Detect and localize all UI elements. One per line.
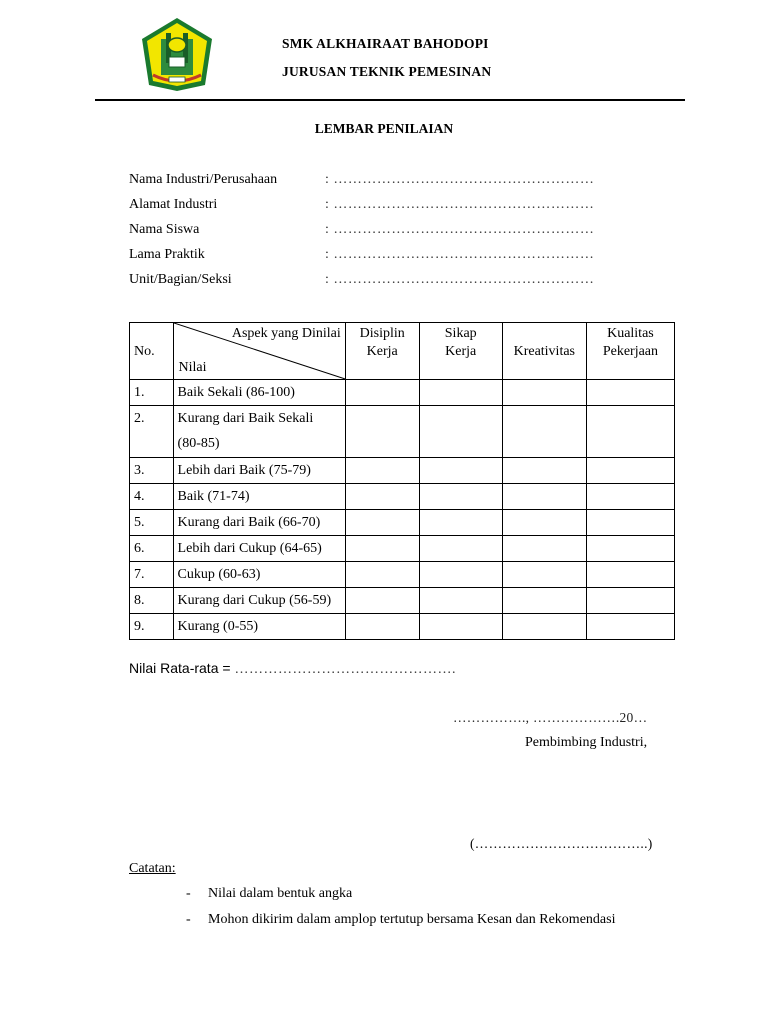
score-cell[interactable] [586, 588, 674, 614]
header-quality-line2: Pekerjaan [602, 344, 659, 359]
field-value-address[interactable]: : ……………………………………………… [325, 197, 595, 212]
field-label-student: Nama Siswa [129, 222, 200, 237]
table-row [130, 484, 675, 510]
average-value[interactable]: ………………………………………. [234, 662, 456, 677]
field-value-unit[interactable]: : ……………………………………………… [325, 272, 595, 287]
signature-line[interactable]: (………………………………..) [470, 836, 653, 851]
score-cell[interactable] [345, 562, 419, 588]
field-label-unit: Unit/Bagian/Seksi [129, 272, 232, 287]
score-cell[interactable] [586, 484, 674, 510]
score-cell[interactable] [419, 458, 502, 484]
header-attitude-line2: Kerja [445, 344, 477, 359]
row-label: Cukup (60-63) [173, 562, 345, 588]
table-row [130, 588, 675, 614]
row-no: 4. [130, 484, 174, 510]
header-discipline [345, 323, 419, 380]
row-no: 1. [130, 380, 174, 406]
score-cell[interactable] [345, 458, 419, 484]
row-label: Lebih dari Baik (75-79) [173, 458, 345, 484]
score-cell[interactable] [419, 406, 502, 458]
score-cell[interactable] [419, 588, 502, 614]
score-cell[interactable] [586, 614, 674, 640]
table-row [130, 536, 675, 562]
row-no: 6. [130, 536, 174, 562]
header-quality [586, 323, 674, 380]
score-cell[interactable] [345, 588, 419, 614]
score-cell[interactable] [345, 510, 419, 536]
table-row [130, 406, 675, 458]
table-row [130, 562, 675, 588]
table-row [130, 380, 675, 406]
school-crest-icon [139, 15, 215, 93]
score-cell[interactable] [502, 536, 586, 562]
field-label-duration: Lama Praktik [129, 247, 205, 262]
header-diagonal-cell [173, 323, 345, 380]
score-cell[interactable] [419, 536, 502, 562]
score-cell[interactable] [502, 484, 586, 510]
row-no: 2. [130, 406, 174, 458]
note-bullet: - [186, 886, 191, 901]
row-label: Kurang (0-55) [173, 614, 345, 640]
score-cell[interactable] [502, 614, 586, 640]
header-creativity: Kreativitas [502, 323, 586, 380]
assessment-table [129, 322, 675, 640]
school-name: SMK ALKHAIRAAT BAHODOPI [282, 36, 489, 51]
department-name: JURUSAN TEKNIK PEMESINAN [282, 64, 492, 79]
header-no: No. [130, 323, 174, 380]
score-cell[interactable] [502, 406, 586, 458]
supervisor-label: Pembimbing Industri, [525, 735, 648, 750]
table-row [130, 510, 675, 536]
field-value-industry[interactable]: : ……………………………………………… [325, 172, 595, 187]
note-bullet: - [186, 912, 191, 927]
header-discipline-line1: Disiplin [359, 326, 405, 341]
score-cell[interactable] [502, 380, 586, 406]
header-attitude [419, 323, 502, 380]
row-label: Lebih dari Cukup (64-65) [173, 536, 345, 562]
header-quality-line1: Kualitas [607, 326, 654, 341]
header-divider [95, 99, 685, 101]
score-cell[interactable] [502, 458, 586, 484]
header-discipline-line2: Kerja [366, 344, 398, 359]
date-line[interactable]: ……………., ……………….20… [453, 710, 648, 725]
note-item: Nilai dalam bentuk angka [208, 886, 353, 901]
score-cell[interactable] [586, 458, 674, 484]
page-title: LEMBAR PENILAIAN [314, 121, 454, 136]
row-no: 8. [130, 588, 174, 614]
score-cell[interactable] [586, 380, 674, 406]
field-label-address: Alamat Industri [129, 197, 218, 212]
score-cell[interactable] [419, 510, 502, 536]
table-header-row [130, 323, 675, 380]
row-no: 5. [130, 510, 174, 536]
note-item: Mohon dikirim dalam amplop tertutup bersama Kesan dan Rekomendasi [208, 912, 616, 927]
score-cell[interactable] [345, 536, 419, 562]
score-cell[interactable] [419, 614, 502, 640]
score-cell[interactable] [345, 484, 419, 510]
row-label: Kurang dari Baik (66-70) [173, 510, 345, 536]
score-cell[interactable] [419, 484, 502, 510]
score-cell[interactable] [502, 588, 586, 614]
field-value-student[interactable]: : ……………………………………………… [325, 222, 595, 237]
header-attitude-line1: Sikap [444, 326, 477, 341]
score-cell[interactable] [419, 380, 502, 406]
table-row [130, 614, 675, 640]
row-label: Baik Sekali (86-100) [173, 380, 345, 406]
notes-title: Catatan: [129, 861, 176, 876]
score-cell[interactable] [345, 406, 419, 458]
header-aspect: Aspek yang Dinilai [231, 326, 341, 341]
score-cell[interactable] [586, 562, 674, 588]
average-line [129, 660, 456, 678]
score-cell[interactable] [345, 614, 419, 640]
row-label: Baik (71-74) [173, 484, 345, 510]
score-cell[interactable] [345, 380, 419, 406]
table-row [130, 458, 675, 484]
row-label-line1: Kurang dari Baik Sekali [177, 411, 314, 426]
row-label-line2: (80-85) [177, 436, 220, 451]
score-cell[interactable] [586, 406, 674, 458]
score-cell[interactable] [586, 510, 674, 536]
score-cell[interactable] [419, 562, 502, 588]
score-cell[interactable] [502, 510, 586, 536]
field-label-industry: Nama Industri/Perusahaan [129, 172, 278, 187]
row-no: 9. [130, 614, 174, 640]
header-nilai: Nilai [178, 360, 207, 375]
row-label: Kurang dari Cukup (56-59) [173, 588, 345, 614]
score-cell[interactable] [502, 562, 586, 588]
average-label: Nilai Rata-rata = [129, 660, 235, 676]
row-no: 3. [130, 458, 174, 484]
score-cell[interactable] [586, 536, 674, 562]
field-value-duration[interactable]: : ……………………………………………… [325, 247, 595, 262]
row-no: 7. [130, 562, 174, 588]
row-label [173, 406, 345, 458]
